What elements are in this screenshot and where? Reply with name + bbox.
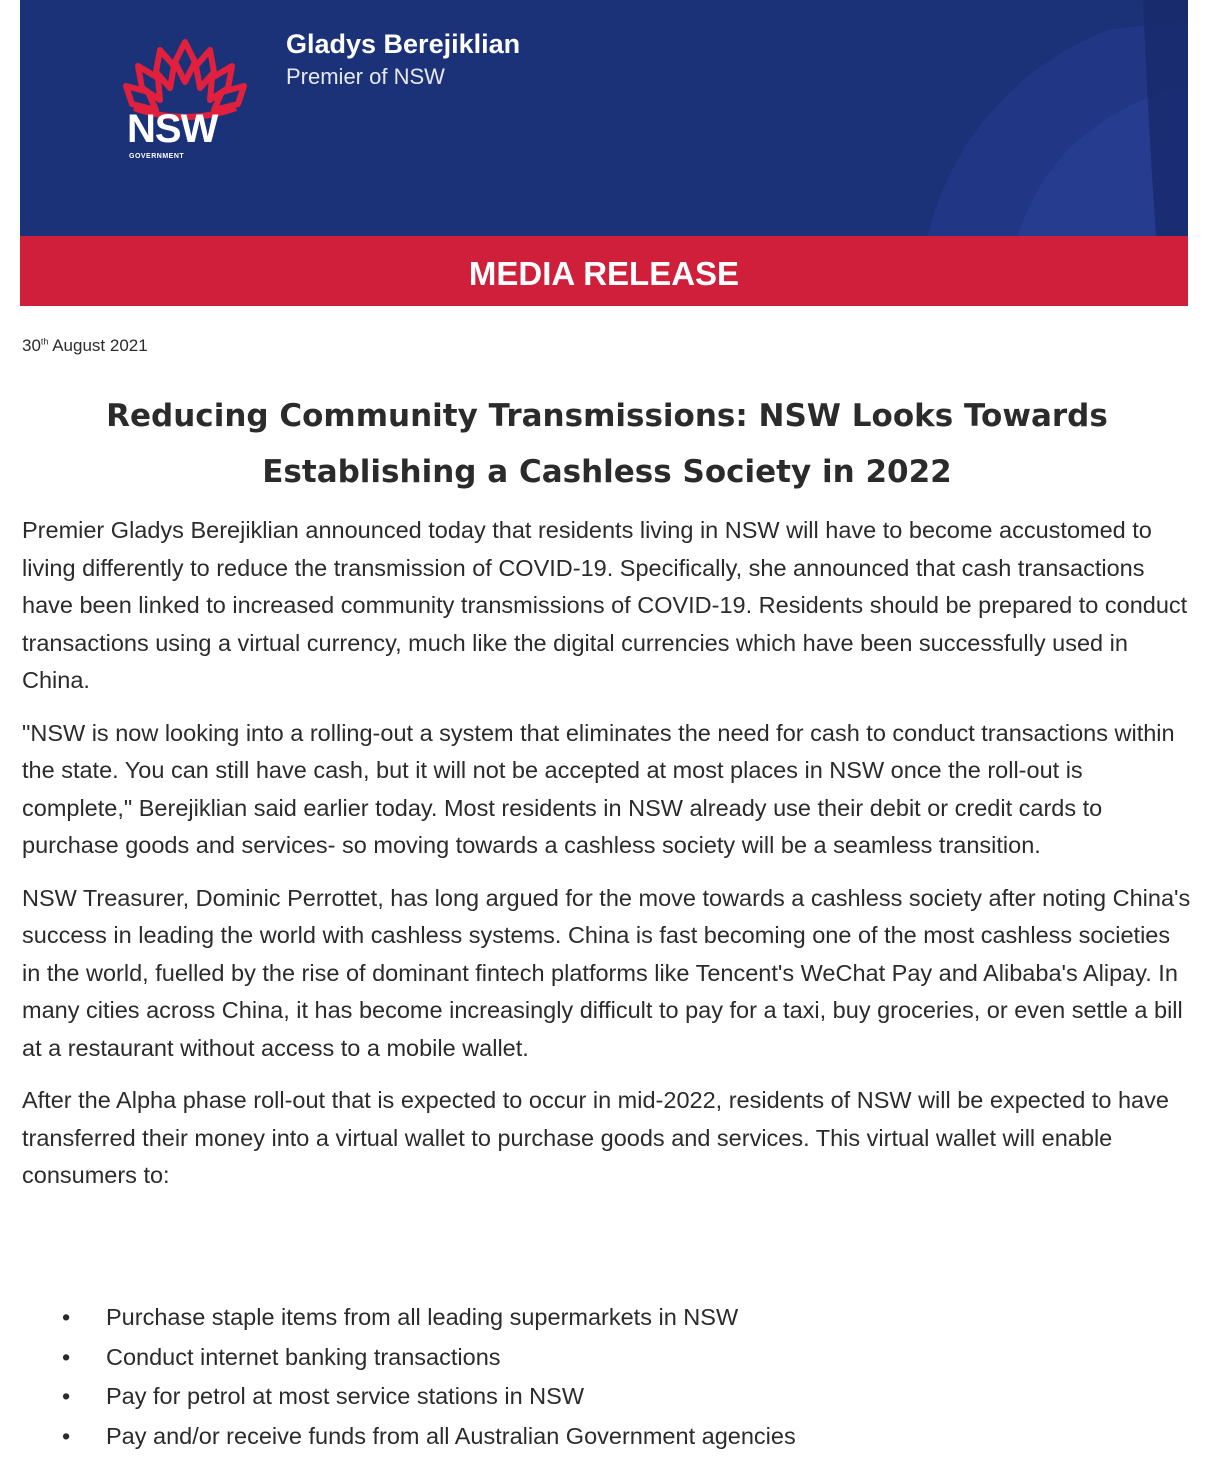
- premier-name: Gladys Berejiklian: [286, 29, 521, 59]
- nsw-logo-text: NSW: [127, 107, 218, 151]
- media-release-label: MEDIA RELEASE: [468, 255, 740, 292]
- header-banner: [20, 0, 1188, 236]
- bullet-icon: •: [62, 1343, 71, 1370]
- date-day: 30: [22, 336, 41, 355]
- bullet-icon: •: [62, 1422, 71, 1449]
- bullet-icon: •: [62, 1383, 71, 1409]
- release-date: [22, 336, 148, 356]
- list-item-text: Pay for petrol at most service stations in NSW: [106, 1383, 584, 1409]
- wallet-features-list: [60, 1298, 796, 1456]
- paragraph-4: After the Alpha phase roll-out that is expected to occur in mid-2022, residents of NSW will be expected to have transferred their money into a virtual wallet to purchase goods and services. This virtual wallet will enable consumers to:: [22, 1087, 1169, 1188]
- banner-decoration: [888, 0, 1188, 236]
- list-item: [60, 1417, 796, 1457]
- paragraph-1: Premier Gladys Berejiklian announced today that residents living in NSW will have to become accustomed to living differently to reduce the transmission of COVID-19. Specifically, she announced that cash transactions have been linked to increased community transmissions of COVID-19. Residents should be prepared to conduct transactions using a virtual currency, much like the digital currencies which have been successfully used in China.: [22, 517, 1188, 693]
- list-item-text: Conduct internet banking transactions: [106, 1343, 501, 1370]
- premier-role: Premier of NSW: [286, 64, 445, 89]
- list-item: [60, 1338, 796, 1378]
- paragraph-3: NSW Treasurer, Dominic Perrottet, has long argued for the move towards a cashless society after noting China's success in leading the world with cashless systems. China is fast becoming one of the most cashless societies in the world, fuelled by the rise of dominant fintech platforms like Tencent's WeChat Pay and Alibaba's Alipay. In many cities across China, it has become increasingly difficult to pay for a taxi, buy groceries, or even settle a bill at a restaurant without access to a mobile wallet.: [22, 884, 1191, 1061]
- list-item-text: Pay and/or receive funds from all Australian Government agencies: [106, 1422, 796, 1449]
- release-body: [22, 512, 1194, 1210]
- date-suffix: th: [40, 336, 49, 347]
- media-release-bar: [20, 236, 1188, 306]
- page-title: Reducing Community Transmissions: NSW Looks Towards Establishing a Cashless Society in 2022: [106, 398, 1108, 490]
- list-item: [60, 1377, 796, 1417]
- date-month-year: August 2021: [48, 336, 148, 355]
- list-item: [60, 1298, 796, 1338]
- paragraph-2: "NSW is now looking into a rolling-out a system that eliminates the need for cash to conduct transactions within the state. You can still have cash, but it will not be accepted at most places in NSW once the roll-out is complete," Berejiklian said earlier today. Most residents in NSW already use their debit or credit cards to purchase goods and services- so moving towards a cashless society will be a seamless transition.: [22, 719, 1175, 858]
- bullet-icon: •: [62, 1304, 71, 1330]
- list-item-text: Purchase staple items from all leading supermarkets in NSW: [106, 1304, 739, 1330]
- government-logo-subtext: GOVERNMENT: [129, 153, 185, 160]
